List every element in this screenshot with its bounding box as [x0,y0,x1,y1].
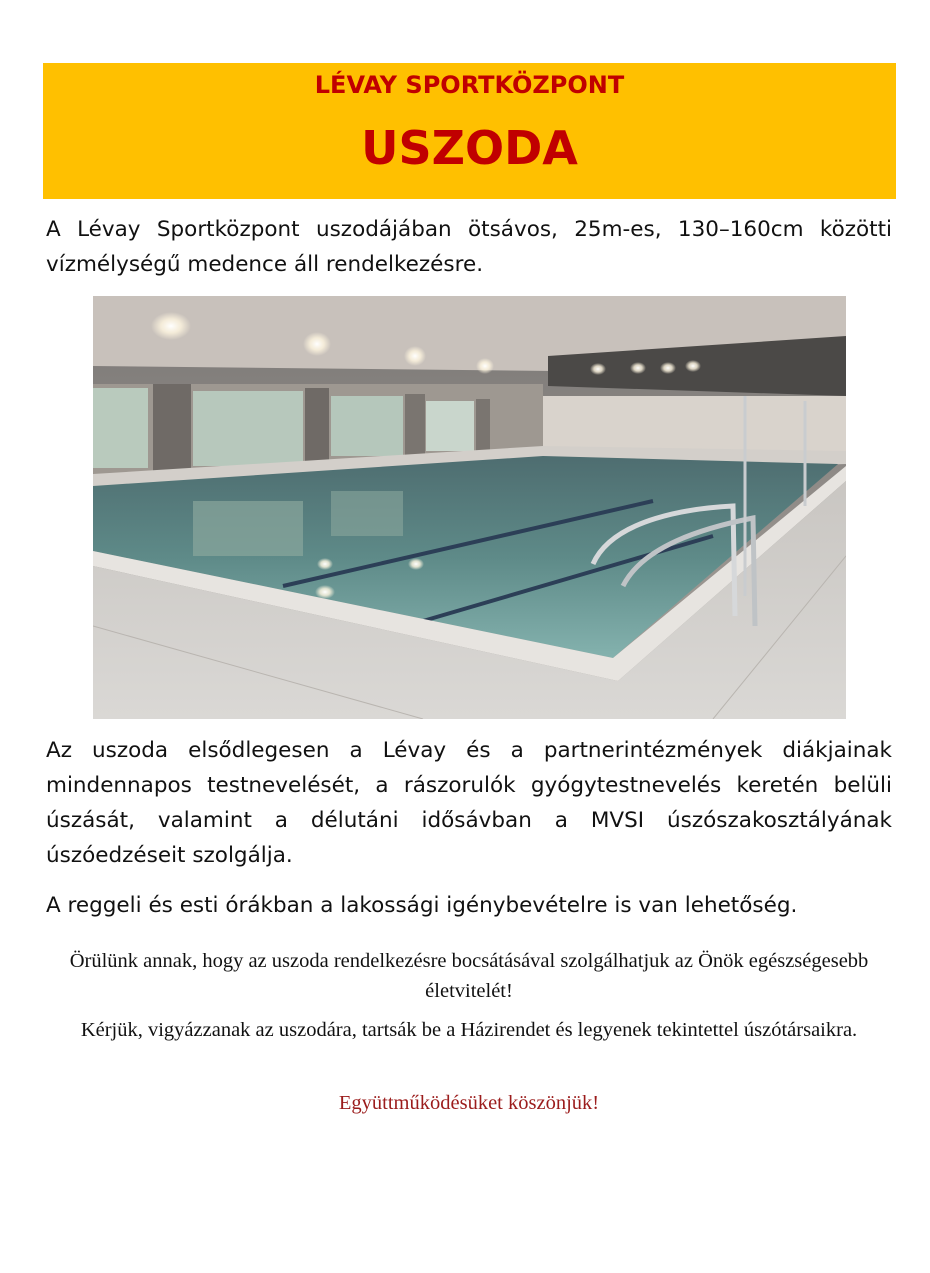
header-banner [43,63,896,199]
intro-paragraph: A Lévay Sportközpont uszodájában ötsávos, 25m-es, 130–160cm közötti vízmélységű medence áll rendelkezésre. [46,217,892,277]
public-hours-paragraph: A reggeli és esti órákban a lakossági igénybevételre is van lehetőség. [46,893,798,918]
request-note: Kérjük, vigyázzanak az uszodára, tartsák be a Házirendet és legyenek tekintettel úszótársaikra. [80,1019,858,1041]
banner-subtitle: LÉVAY SPORTKÖZPONT [314,71,625,99]
thanks-note: Együttműködésüket köszönjük! [338,1092,600,1114]
usage-paragraph: Az uszoda elsődlegesen a Lévay és a partnerintézmények diákjainak mindennapos testnevelését, a rászorulók gyógytestnevelés keretén belüli úszását, valamint a délutáni idősávban a MVSI úszószakosztályának úszóedzéseit szolgálja. [46,738,892,868]
page-title: USZODA [361,121,578,175]
pool-photo [93,296,846,719]
welcome-note: Örülünk annak, hogy az uszoda rendelkezésre bocsátásával szolgálhatjuk az Önök egészségesebb életvitelét! [69,950,869,1002]
